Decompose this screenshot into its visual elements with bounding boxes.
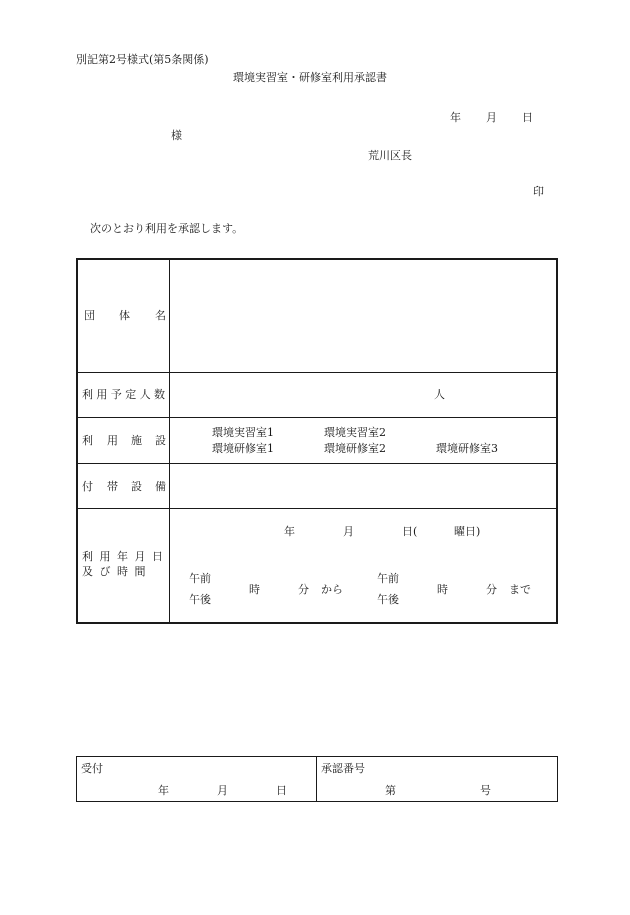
label-column-divider: [169, 258, 170, 624]
office-use-divider: [316, 756, 317, 802]
reception-day: 日: [276, 784, 287, 797]
reception-label: 受付: [81, 762, 103, 775]
row-divider: [76, 463, 558, 464]
document-title: 環境実習室・研修室利用承認書: [233, 71, 387, 84]
datetime-year: 年: [284, 525, 295, 538]
group-name-field[interactable]: [172, 261, 554, 369]
from-text: から: [321, 583, 343, 596]
facility-option[interactable]: 環境研修室3: [436, 442, 498, 455]
reception-year: 年: [158, 784, 169, 797]
seal-mark: 印: [533, 185, 544, 198]
datetime-month: 月: [343, 525, 354, 538]
row-divider: [76, 372, 558, 373]
equipment-label-char: 帯: [107, 480, 118, 493]
facility-option[interactable]: 環境実習室1: [212, 426, 274, 439]
datetime-weekday-close: 曜日): [454, 525, 481, 538]
approval-number-prefix: 第: [385, 784, 396, 797]
issuer-name: 荒川区長: [368, 149, 412, 162]
facility-label-char: 設: [155, 434, 166, 447]
date-day: 日: [522, 111, 533, 124]
end-pm-option[interactable]: 午後: [377, 593, 399, 606]
start-pm-option[interactable]: 午後: [189, 593, 211, 606]
start-minute: 分: [298, 583, 309, 596]
approval-statement: 次のとおり利用を承認します。: [90, 222, 244, 235]
addressee-suffix: 様: [171, 129, 182, 142]
row-divider: [76, 417, 558, 418]
planned-users-unit: 人: [434, 388, 445, 401]
until-text: まで: [509, 583, 531, 596]
planned-users-label: 利用予定人数: [82, 388, 169, 401]
row-divider: [76, 508, 558, 509]
facility-label-char: 施: [131, 434, 142, 447]
group-name-label-char: 体: [119, 309, 130, 322]
approval-number-label: 承認番号: [321, 762, 365, 775]
facility-option[interactable]: 環境研修室2: [324, 442, 386, 455]
group-name-label-char: 団: [84, 309, 95, 322]
facility-option[interactable]: 環境実習室2: [324, 426, 386, 439]
group-name-label-char: 名: [155, 309, 166, 322]
equipment-field[interactable]: [172, 466, 554, 506]
planned-users-field[interactable]: [172, 375, 432, 415]
end-minute: 分: [486, 583, 497, 596]
end-am-option[interactable]: 午前: [377, 572, 399, 585]
datetime-day-open: 日(: [402, 525, 418, 538]
date-year: 年: [450, 111, 461, 124]
facility-label-char: 用: [107, 434, 118, 447]
start-am-option[interactable]: 午前: [189, 572, 211, 585]
datetime-label-line2: 及び時間: [82, 565, 152, 578]
end-hour: 時: [437, 583, 448, 596]
equipment-label-char: 設: [131, 480, 142, 493]
reception-month: 月: [217, 784, 228, 797]
approval-number-suffix: 号: [480, 784, 491, 797]
facility-option[interactable]: 環境研修室1: [212, 442, 274, 455]
facility-label-char: 利: [82, 434, 93, 447]
datetime-label-line1: 利用年月日: [82, 550, 170, 563]
date-month: 月: [486, 111, 497, 124]
form-reference: 別記第2号様式(第5条関係): [76, 53, 209, 66]
equipment-label-char: 付: [82, 480, 93, 493]
equipment-label-char: 備: [155, 480, 166, 493]
start-hour: 時: [249, 583, 260, 596]
